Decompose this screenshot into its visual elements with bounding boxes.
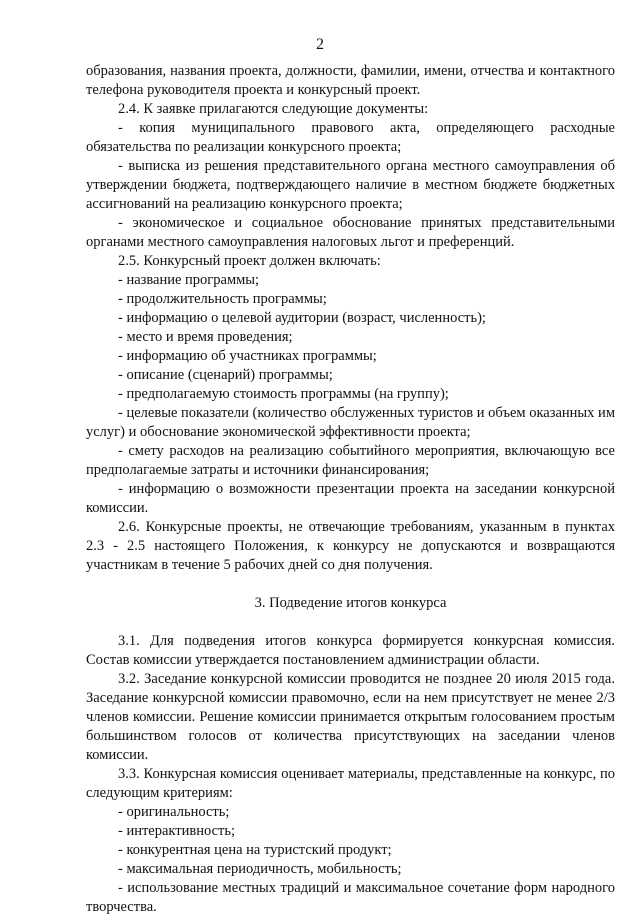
- list-item: - копия муниципального правового акта, определяющего расходные обязательства по реализации конкурсного проекта;: [86, 120, 615, 155]
- list-item: - описание (сценарий) программы;: [118, 367, 333, 383]
- paragraph: 3.3. Конкурсная комиссия оценивает материалы, представленные на конкурс, по следующим критериям:: [86, 766, 615, 801]
- list-item: - продолжительность программы;: [118, 291, 327, 307]
- list-item: - использование местных традиций и максимальное сочетание форм народного творчества.: [86, 880, 615, 915]
- list-item: - выписка из решения представительного органа местного самоуправления об утверждении бюджета, подтверждающего наличие в местном бюджете бюджетных ассигнований на реализацию конкурсного проекта;: [86, 158, 615, 212]
- list-item: - название программы;: [118, 272, 260, 288]
- paragraph: 2.6. Конкурсные проекты, не отвечающие требованиям, указанным в пунктах 2.3 - 2.5 настоящего Положения, к конкурсу не допускаются и возвращаются участникам в течение 5 рабочих дней со дня получения.: [86, 519, 615, 573]
- list-item: - смету расходов на реализацию событийного мероприятия, включающую все предполагаемые затраты и источники финансирования;: [86, 443, 615, 478]
- list-item: - интерактивность;: [118, 823, 236, 839]
- list-item: - максимальная периодичность, мобильность;: [118, 861, 402, 877]
- paragraph: образования, названия проекта, должности, фамилии, имени, отчества и контактного телефона руководителя проекта и конкурсный проект.: [86, 63, 615, 98]
- page-number: 2: [316, 36, 324, 53]
- list-item: - экономическое и социальное обоснование принятых представительными органами местного самоуправления налоговых льгот и преференций.: [86, 215, 615, 250]
- section-heading: 3. Подведение итогов конкурса: [254, 595, 447, 611]
- paragraph: 2.5. Конкурсный проект должен включать:: [118, 253, 381, 269]
- list-item: - конкурентная цена на туристский продукт;: [118, 842, 392, 858]
- list-item: - информацию об участниках программы;: [118, 348, 377, 364]
- paragraph: 2.4. К заявке прилагаются следующие документы:: [118, 101, 429, 117]
- list-item: - оригинальность;: [118, 804, 230, 820]
- list-item: - предполагаемую стоимость программы (на группу);: [118, 386, 449, 402]
- list-item: - место и время проведения;: [118, 329, 293, 345]
- list-item: - целевые показатели (количество обслуженных туристов и объем оказанных им услуг) и обоснование экономической эффективности проекта;: [86, 405, 615, 440]
- paragraph: 3.2. Заседание конкурсной комиссии проводится не позднее 20 июля 2015 года. Заседание конкурсной комиссии правомочно, если на нем присутствует не менее 2/3 членов комиссии. Решение комиссии принимается открытым голосованием простым большинством голосов от количества присутствующих на заседании членов комиссии.: [86, 671, 615, 763]
- paragraph: 3.1. Для подведения итогов конкурса формируется конкурсная комиссия. Состав комиссии утверждается постановлением администрации области.: [86, 633, 615, 668]
- document-body: [86, 62, 615, 917]
- list-item: - информацию о целевой аудитории (возраст, численность);: [118, 310, 486, 326]
- list-item: - информацию о возможности презентации проекта на заседании конкурсной комиссии.: [86, 481, 615, 516]
